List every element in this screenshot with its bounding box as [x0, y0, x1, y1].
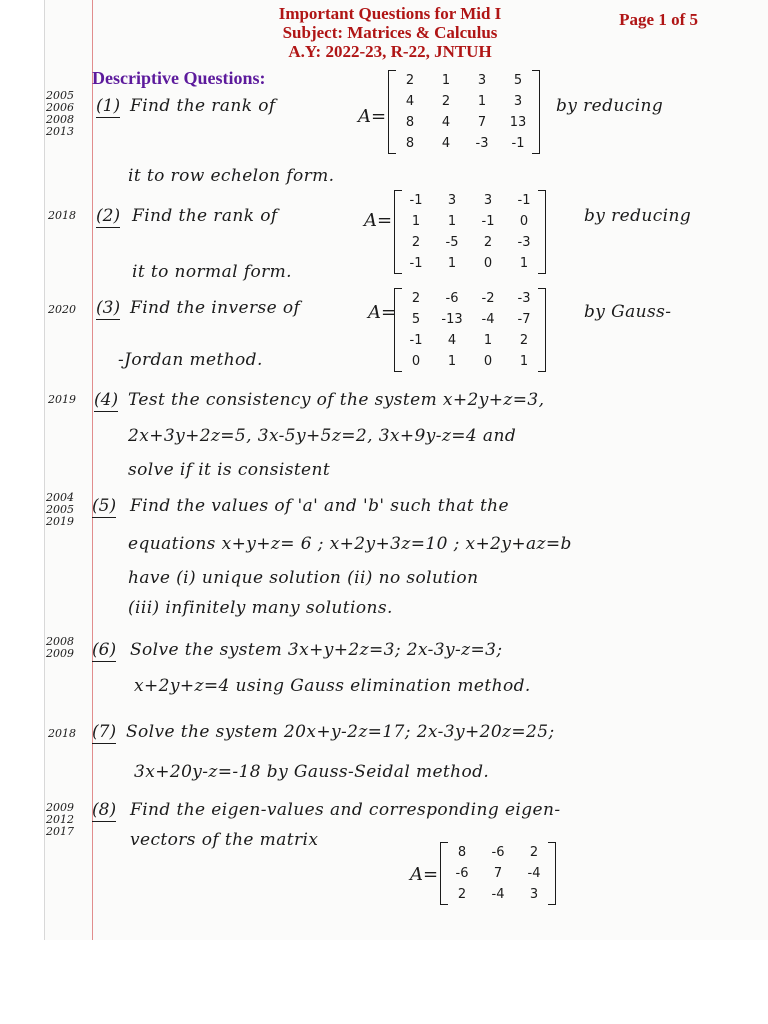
year: 2009	[46, 801, 74, 814]
matrix-cell: 4	[441, 115, 451, 130]
matrix-cell: 4	[447, 333, 457, 348]
matrix-cell: 1	[447, 354, 457, 369]
question-text: Solve the system 20x+y-2z=17; 2x-3y+20z=25;	[126, 722, 555, 742]
question-number: (1)	[96, 96, 121, 116]
year: 2008	[46, 113, 74, 126]
matrix	[392, 70, 536, 154]
matrix-cell: 1	[441, 73, 451, 88]
matrix-cell: -4	[481, 312, 495, 327]
matrix-cell: 2	[457, 887, 467, 902]
matrix-cell: 1	[519, 354, 529, 369]
question-text: by Gauss-	[584, 302, 672, 322]
matrix-cell: 7	[477, 115, 487, 130]
matrix-cell: -4	[491, 887, 505, 902]
matrix-cell: 2	[411, 235, 421, 250]
year: 2018	[48, 727, 76, 740]
page-number: Page 1 of 5	[619, 10, 698, 29]
question-text: equations x+y+z= 6 ; x+2y+3z=10 ; x+2y+az=b	[128, 534, 572, 554]
question-text: vectors of the matrix	[130, 830, 319, 850]
matrix-cell: -1	[409, 333, 423, 348]
matrix-cell: 3	[483, 193, 493, 208]
year: 2013	[46, 125, 74, 138]
matrix-cell: -6	[455, 866, 469, 881]
year: 2009	[46, 647, 74, 660]
matrix-cell: 1	[483, 333, 493, 348]
question-years	[48, 304, 76, 316]
year: 2004	[46, 491, 74, 504]
matrix-label: A=	[410, 864, 439, 885]
matrix-cell: 1	[447, 214, 457, 229]
question-text: Find the rank of	[130, 96, 276, 116]
matrix-cell: 5	[411, 312, 421, 327]
question-text: by reducing	[556, 96, 664, 116]
matrix-cell: 1	[447, 256, 457, 271]
matrix-cell: 0	[483, 354, 493, 369]
matrix-bracket-left	[394, 288, 402, 372]
matrix-bracket-right	[532, 70, 540, 154]
matrix-cell: 0	[411, 354, 421, 369]
year: 2020	[48, 303, 76, 316]
matrix-cell: -1	[409, 193, 423, 208]
matrix-cell: 2	[483, 235, 493, 250]
matrix-cell: 4	[405, 94, 415, 109]
year: 2008	[46, 635, 74, 648]
matrix-cell: 2	[411, 291, 421, 306]
question-years	[48, 728, 76, 740]
matrix-bracket-left	[440, 842, 448, 905]
question-number: (5)	[92, 496, 117, 516]
question-number: (6)	[92, 640, 117, 660]
question-text: -Jordan method.	[118, 350, 263, 370]
year: 2019	[48, 393, 76, 406]
question-years	[46, 802, 74, 838]
matrix-cell: -2	[481, 291, 495, 306]
question-number: (8)	[92, 800, 117, 820]
matrix	[398, 190, 542, 274]
matrix-label: A=	[364, 210, 393, 231]
question-number: (4)	[94, 390, 119, 410]
matrix-cell: 3	[447, 193, 457, 208]
question-text: Solve the system 3x+y+2z=3; 2x-3y-z=3;	[130, 640, 503, 660]
year: 2012	[46, 813, 74, 826]
matrix-cell: 3	[477, 73, 487, 88]
question-text: it to row echelon form.	[128, 166, 335, 186]
question-number: (2)	[96, 206, 121, 226]
matrix-bracket-left	[388, 70, 396, 154]
matrix-cell: 8	[405, 115, 415, 130]
question-text: Find the rank of	[132, 206, 278, 226]
year: 2005	[46, 503, 74, 516]
matrix-cell: -7	[517, 312, 531, 327]
matrix-cell: -3	[475, 136, 489, 151]
matrix-cell: 2	[519, 333, 529, 348]
year: 2019	[46, 515, 74, 528]
question-text: 3x+20y-z=-18 by Gauss-Seidal method.	[134, 762, 490, 782]
question-text: Find the eigen-values and corresponding eigen-	[130, 800, 561, 820]
matrix-cell: 8	[405, 136, 415, 151]
matrix-cell: -1	[511, 136, 525, 151]
question-text: x+2y+z=4 using Gauss elimination method.	[134, 676, 531, 696]
matrix-cell: 7	[493, 866, 503, 881]
matrix	[398, 288, 542, 372]
matrix	[444, 842, 552, 905]
matrix-cell: 3	[529, 887, 539, 902]
question-text: Find the values of 'a' and 'b' such that the	[130, 496, 509, 516]
section-title: Descriptive Questions:	[92, 68, 266, 88]
question-text: Find the inverse of	[130, 298, 301, 318]
question-years	[46, 492, 74, 528]
matrix-cell: 2	[441, 94, 451, 109]
question-text: 2x+3y+2z=5, 3x-5y+5z=2, 3x+9y-z=4 and	[128, 426, 517, 446]
question-years	[46, 636, 74, 660]
matrix-cell: -13	[441, 312, 463, 327]
year: 2006	[46, 101, 74, 114]
margin-line	[92, 0, 93, 940]
question-number: (3)	[96, 298, 121, 318]
matrix-cell: 5	[513, 73, 523, 88]
matrix-cell: 13	[509, 115, 527, 130]
matrix-label: A=	[368, 302, 397, 323]
question-number: (7)	[92, 722, 117, 742]
matrix-cell: -1	[409, 256, 423, 271]
question-years	[48, 394, 76, 406]
matrix-bracket-left	[394, 190, 402, 274]
year: 2005	[46, 89, 74, 102]
matrix-cell: -3	[517, 291, 531, 306]
matrix-cell: 1	[411, 214, 421, 229]
question-text: solve if it is consistent	[128, 460, 331, 480]
matrix-cell: 0	[483, 256, 493, 271]
matrix-cell: 2	[529, 845, 539, 860]
matrix-label: A=	[358, 106, 387, 127]
matrix-bracket-right	[538, 190, 546, 274]
question-text: it to normal form.	[132, 262, 292, 282]
header-title: Important Questions for Mid I	[278, 4, 502, 23]
matrix-cell: 3	[513, 94, 523, 109]
question-years	[48, 210, 76, 222]
header-academic-year: A.Y: 2022-23, R-22, JNTUH	[288, 42, 492, 61]
matrix-cell: -3	[517, 235, 531, 250]
matrix-cell: -6	[491, 845, 505, 860]
question-text: have (i) unique solution (ii) no solution	[128, 568, 479, 588]
matrix-cell: -6	[445, 291, 459, 306]
matrix-cell: -1	[517, 193, 531, 208]
matrix-bracket-right	[538, 288, 546, 372]
year: 2017	[46, 825, 74, 838]
matrix-cell: -4	[527, 866, 541, 881]
year: 2018	[48, 209, 76, 222]
matrix-bracket-right	[548, 842, 556, 905]
matrix-cell: 1	[477, 94, 487, 109]
matrix-cell: 0	[519, 214, 529, 229]
matrix-cell: 4	[441, 136, 451, 151]
matrix-cell: -5	[445, 235, 459, 250]
matrix-cell: 2	[405, 73, 415, 88]
header-subject: Subject: Matrices & Calculus	[282, 23, 498, 42]
question-text: (iii) infinitely many solutions.	[128, 598, 393, 618]
document-header	[200, 4, 580, 61]
matrix-cell: 8	[457, 845, 467, 860]
question-text: Test the consistency of the system x+2y+z=3,	[128, 390, 545, 410]
question-text: by reducing	[584, 206, 692, 226]
question-years	[46, 90, 74, 138]
matrix-cell: -1	[481, 214, 495, 229]
matrix-cell: 1	[519, 256, 529, 271]
